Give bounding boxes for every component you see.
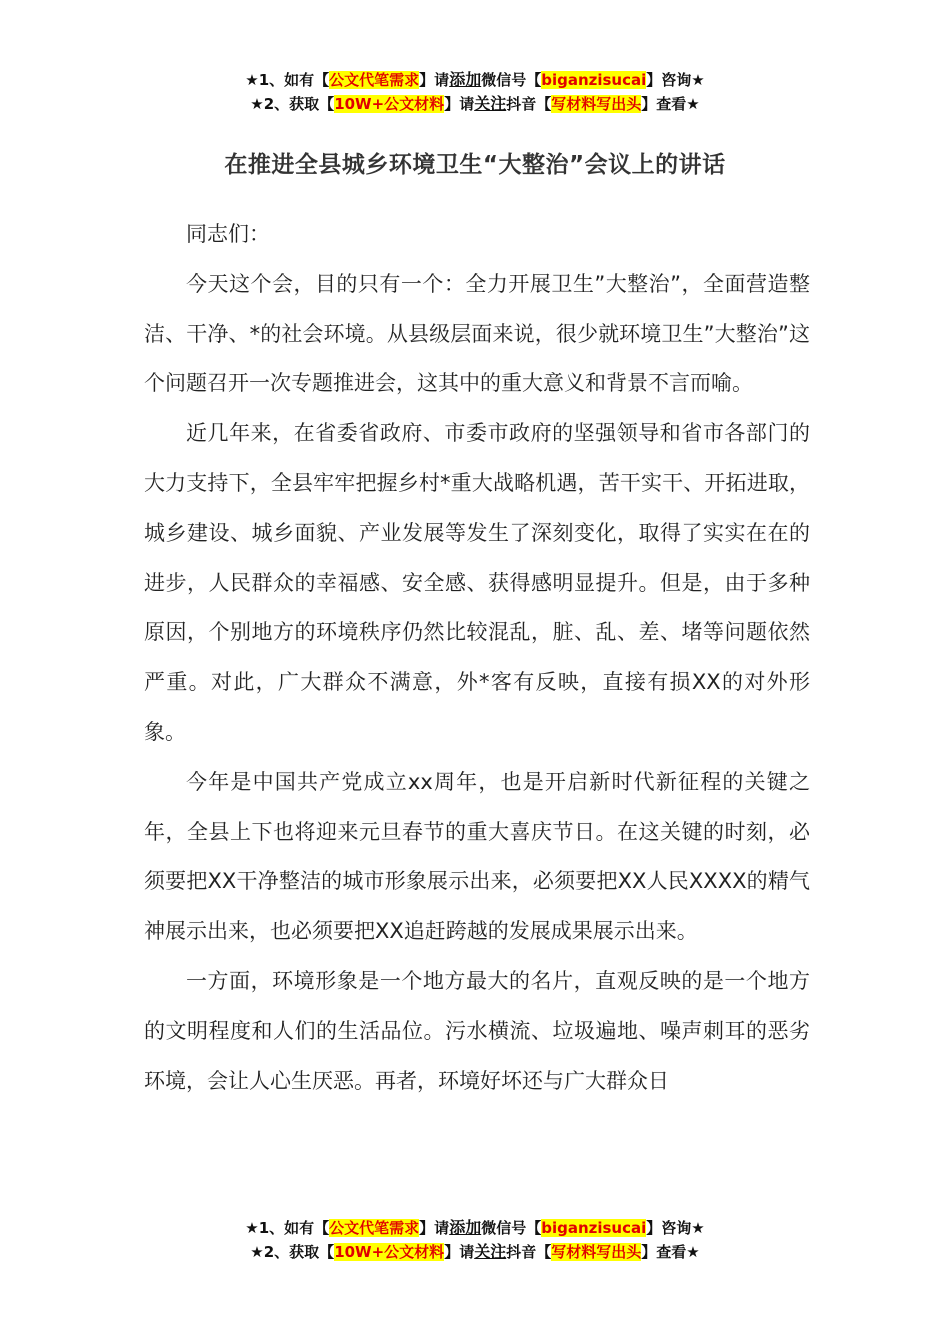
promo-text: 】咨询★ (646, 1219, 705, 1237)
promo-text: 抖音【 (506, 95, 552, 113)
promo-highlight: 公文代笔需求 (329, 1219, 420, 1237)
promo-text: ★2、获取【 (250, 1243, 335, 1261)
promo-text: ★2、获取【 (250, 95, 335, 113)
promo-underlined: 关注 (474, 1242, 507, 1261)
promo-text: ★1、如有【 (245, 1219, 330, 1237)
promo-underlined: 添加 (449, 70, 482, 89)
promo-highlight: 10W+公文材料 (334, 95, 445, 113)
body-paragraph: 近几年来，在省委省政府、市委市政府的坚强领导和省市各部门的大力支持下，全县牢牢把握乡村*重大战略机遇，苦干实干、开拓进取，城乡建设、城乡面貌、产业发展等发生了深刻变化，取得了实实在在的进步，人民群众的幸福感、安全感、获得感明显提升。但是，由于多种原因，个别地方的环境秩序仍然比较混乱，脏、乱、差、堵等问题依然严重。对此，广大群众不满意，外*客有反映，直接有损XX的对外形象。 (144, 421, 810, 744)
body-paragraph: 今年是中国共产党成立xx周年，也是开启新时代新征程的关键之年，全县上下也将迎来元旦春节的重大喜庆节日。在这关键的时刻，必须要把XX干净整洁的城市形象展示出来，必须要把XX人民XXXX的精气神展示出来，也必须要把XX追赶跨越的发展成果展示出来。 (144, 769, 810, 944)
document-body (144, 210, 810, 1106)
salutation: 同志们： (186, 222, 270, 246)
promo-line-2 (0, 92, 950, 116)
promo-text: ★1、如有【 (245, 71, 330, 89)
header-promo-banner (0, 68, 950, 116)
promo-text: 】查看★ (641, 1243, 700, 1261)
promo-highlight: 10W+公文材料 (334, 1243, 445, 1261)
promo-highlight: 公文代笔需求 (329, 71, 420, 89)
promo-underlined: 关注 (474, 94, 507, 113)
promo-wechat-id: biganzisucai (541, 1219, 647, 1237)
promo-text: 】请 (444, 95, 475, 113)
promo-douyin-id: 写材料写出头 (551, 1243, 642, 1261)
promo-text: 】请 (444, 1243, 475, 1261)
footer-promo-banner (0, 1216, 950, 1264)
promo-douyin-id: 写材料写出头 (551, 95, 642, 113)
promo-line-1 (0, 1216, 950, 1240)
promo-wechat-id: biganzisucai (541, 71, 647, 89)
document-title: 在推进全县城乡环境卫生“大整治”会议上的讲话 (224, 152, 726, 178)
promo-text: 】查看★ (641, 95, 700, 113)
promo-text: 】咨询★ (646, 71, 705, 89)
promo-text: 】请 (419, 71, 450, 89)
promo-text: 抖音【 (506, 1243, 552, 1261)
promo-text: 】请 (419, 1219, 450, 1237)
body-paragraph: 今天这个会，目的只有一个：全力开展卫生”大整治”，全面营造整洁、干净、*的社会环境。从县级层面来说，很少就环境卫生”大整治”这个问题召开一次专题推进会，这其中的重大意义和背景不言而喻。 (144, 271, 810, 396)
body-paragraph: 一方面，环境形象是一个地方最大的名片，直观反映的是一个地方的文明程度和人们的生活品位。污水横流、垃圾遍地、噪声刺耳的恶劣环境，会让人心生厌恶。再者，环境好坏还与广大群众日 (144, 968, 810, 1093)
promo-text: 微信号【 (481, 71, 542, 89)
promo-line-2 (0, 1240, 950, 1264)
promo-text: 微信号【 (481, 1219, 542, 1237)
promo-underlined: 添加 (449, 1218, 482, 1237)
promo-line-1 (0, 68, 950, 92)
